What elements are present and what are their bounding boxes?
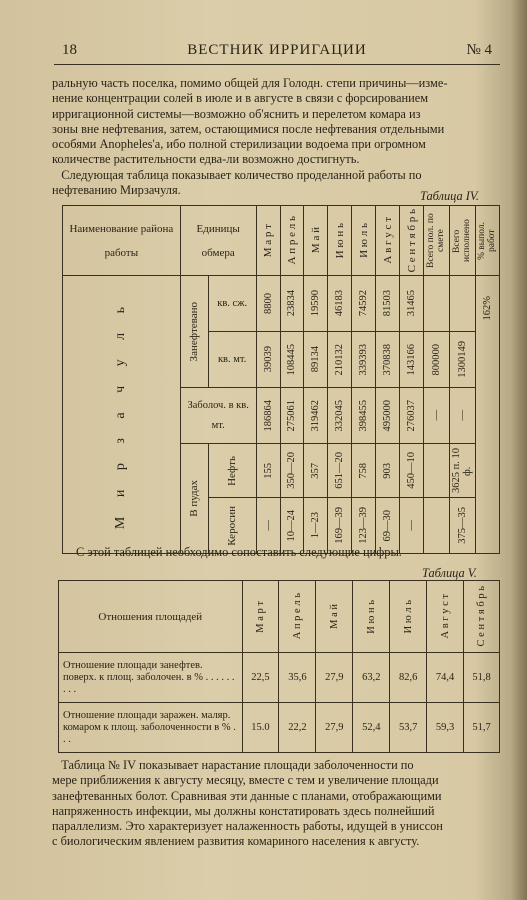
value-cell: 169—39	[328, 498, 352, 554]
unit-cell: Керосин	[208, 498, 256, 554]
value-cell: 39039	[256, 332, 280, 388]
col-done: Всего исполнено	[449, 206, 475, 276]
value-cell: 22,5	[242, 653, 279, 703]
col-month: А в г у с т	[427, 581, 464, 653]
value-cell: 59,3	[427, 703, 464, 753]
issue-number: № 4	[466, 42, 492, 58]
value-cell: —	[256, 498, 280, 554]
total-cell: —	[423, 388, 449, 444]
value-cell: 332045	[328, 388, 352, 444]
value-cell: 15.0	[242, 703, 279, 753]
col-month: М а р т	[242, 581, 279, 653]
col-month: И ю н ь	[353, 581, 390, 653]
text-line: с биологическим явлением развития комариного населения к августу.	[52, 834, 420, 849]
done-cell: 3625 п. 10 ф.	[449, 444, 475, 498]
value-cell: 82,6	[390, 653, 427, 703]
table-iv-caption: Таблица IV.	[420, 189, 479, 203]
value-cell: 74592	[352, 276, 376, 332]
col-pct: % выпол. работ	[475, 206, 499, 276]
row-label: Отношение площади занефтев. поверх. к площ. заболочен. в % . . . . . . . . .	[59, 653, 243, 703]
text-line: Таблица № IV показывает нарастание площади заболоченности по	[52, 758, 414, 772]
value-cell: 903	[376, 444, 400, 498]
text-line: ральную часть поселка, помимо общей для Голодн. степи причины—изме-	[52, 76, 448, 90]
unit-cell: кв. мт.	[208, 332, 256, 388]
running-header	[62, 42, 492, 62]
table-row	[59, 703, 500, 753]
text-line: мере приближения к августу месяцу, вместе с тем и увеличение площади	[52, 773, 439, 788]
value-cell: 370838	[376, 332, 400, 388]
table-row	[63, 276, 500, 332]
unit-cell: Нефть	[208, 444, 256, 498]
value-cell: 450—10	[400, 444, 424, 498]
text-line: нефтеванию Мирзачуля.	[52, 183, 181, 198]
col-month: И ю л ь	[352, 206, 376, 276]
table-row	[59, 653, 500, 703]
col-area-relations: Отношения площадей	[59, 581, 243, 653]
group-zanef: Занефтевано	[180, 276, 208, 388]
value-cell: 8800	[256, 276, 280, 332]
value-cell: 339393	[352, 332, 376, 388]
col-month: М а р т	[256, 206, 280, 276]
done-cell	[449, 276, 475, 332]
value-cell: 1—23	[304, 498, 328, 554]
value-cell: 53,7	[390, 703, 427, 753]
total-cell: 800000	[423, 332, 449, 388]
text-line: нение концентрации солей в июле и в августе в связи с форсированием	[52, 91, 429, 106]
page-number: 18	[62, 42, 77, 58]
value-cell: 51,8	[464, 653, 500, 703]
value-cell: 74,4	[427, 653, 464, 703]
table-v-caption: Таблица V.	[422, 566, 477, 580]
text-line: напряженность инфекции, мы должны констатировать здесь полнейший	[52, 803, 435, 818]
table-iv	[62, 205, 500, 554]
col-district-name: Наименование района работы	[63, 206, 181, 276]
value-cell: 46183	[328, 276, 352, 332]
text-line: зоны вне нефтевания, затем, остающимися после нефтевания отдельными	[52, 121, 445, 136]
col-month: М а й	[304, 206, 328, 276]
col-month: И ю н ь	[328, 206, 352, 276]
text-line: параллелизм. Это характеризует налаженность работы, идущей в униссон	[52, 819, 443, 834]
total-cell	[423, 444, 449, 498]
value-cell: 143166	[400, 332, 424, 388]
done-cell: —	[449, 388, 475, 444]
value-cell: 758	[352, 444, 376, 498]
value-cell: 23834	[280, 276, 304, 332]
header-rule	[54, 64, 500, 65]
col-month: А п р е л ь	[280, 206, 304, 276]
table-iv-header-row	[63, 206, 500, 276]
group-pudah: В пудах	[180, 444, 208, 554]
value-cell: 350—20	[280, 444, 304, 498]
col-month: А п р е л ь	[279, 581, 316, 653]
unit-cell: кв. сж.	[208, 276, 256, 332]
value-cell: 210132	[328, 332, 352, 388]
value-cell: 186864	[256, 388, 280, 444]
unit-cell: Заболоч. в кв. мт.	[180, 388, 256, 444]
between-text: С этой таблицей необходимо сопоставить следующие цифры.	[76, 545, 402, 559]
pct-cell: 162%	[475, 276, 499, 554]
col-month: С е н т я б р ь	[464, 581, 500, 653]
journal-title: ВЕСТНИК ИРРИГАЦИИ	[187, 42, 367, 58]
text-line: занефтеванных болот. Сравнивая эти данные с планами, отображающими	[52, 788, 442, 803]
col-month: А в г у с т	[376, 206, 400, 276]
done-cell: 375—35	[449, 498, 475, 554]
value-cell: 651—20	[328, 444, 352, 498]
value-cell: 89134	[304, 332, 328, 388]
value-cell: 35,6	[279, 653, 316, 703]
total-cell	[423, 276, 449, 332]
value-cell: 319462	[304, 388, 328, 444]
value-cell: 398455	[352, 388, 376, 444]
value-cell: 10—24	[280, 498, 304, 554]
text-line: Следующая таблица показывает количество проделанной работы по	[52, 167, 422, 182]
value-cell: 27,9	[316, 703, 353, 753]
value-cell: 51,7	[464, 703, 500, 753]
col-month: И ю л ь	[390, 581, 427, 653]
value-cell: 19590	[304, 276, 328, 332]
text-line: особями Anopheles'а, ибо полной стерилизации водоема при огромном	[52, 137, 426, 152]
value-cell: 69—30	[376, 498, 400, 554]
value-cell: 275061	[280, 388, 304, 444]
value-cell: 63,2	[353, 653, 390, 703]
value-cell: 81503	[376, 276, 400, 332]
value-cell: —	[400, 498, 424, 554]
value-cell: 108445	[280, 332, 304, 388]
done-cell: 1300149	[449, 332, 475, 388]
value-cell: 22,2	[279, 703, 316, 753]
value-cell: 495000	[376, 388, 400, 444]
col-total: Всего пол. по смете	[423, 206, 449, 276]
text-line: ирригационной системы—возможно об'яснить и перелетом комара из	[52, 106, 421, 121]
table-v	[58, 580, 500, 753]
value-cell: 357	[304, 444, 328, 498]
value-cell: 123—39	[352, 498, 376, 554]
col-units: Единицы обмера	[180, 206, 256, 276]
col-month: М а й	[316, 581, 353, 653]
value-cell: 27,9	[316, 653, 353, 703]
value-cell: 52,4	[353, 703, 390, 753]
outro-paragraph	[52, 758, 502, 850]
district-name: М и р з а ч у л ь	[63, 276, 181, 554]
value-cell: 276037	[400, 388, 424, 444]
value-cell: 155	[256, 444, 280, 498]
value-cell: 31465	[400, 276, 424, 332]
text-line: количестве растительности едва-ли возможно достигнуть.	[52, 152, 360, 167]
book-spine-shadow	[511, 0, 527, 900]
col-month: С е н т я б р ь	[400, 206, 424, 276]
row-label: Отношение площади заражен. маляр. комаром к площ. заболоченности в % . . .	[59, 703, 243, 753]
table-v-header-row	[59, 581, 500, 653]
intro-paragraph	[52, 76, 502, 198]
